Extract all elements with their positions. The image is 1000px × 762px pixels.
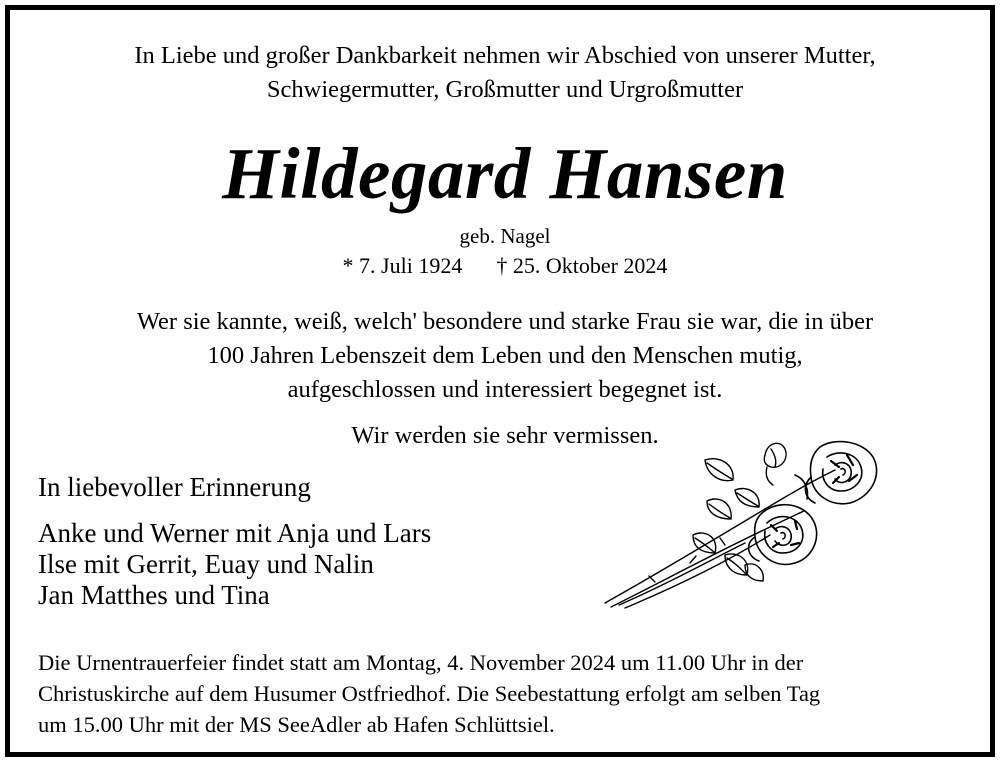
ceremony-line-2: Christuskirche auf dem Husumer Ostfriedhof. Die Seebestattung erfolgt am selben Tag <box>38 681 821 706</box>
obituary-frame <box>5 5 995 757</box>
tribute-line-1: Wer sie kannte, weiß, welch' besondere und starke Frau sie war, die in über <box>136 308 874 335</box>
closing-line: Wir werden sie sehr vermissen. <box>351 422 659 449</box>
memory-heading: In liebevoller Erinnerung <box>38 472 311 502</box>
birth-date: * 7. Juli 1924 <box>342 253 463 278</box>
tribute-text <box>10 305 1000 407</box>
tribute-line-3: aufgeschlossen und interessiert begegnet ist. <box>287 376 723 403</box>
intro-line-2: Schwiegermutter, Großmutter und Urgroßmutter <box>266 76 744 103</box>
ceremony-line-1: Die Urnentrauerfeier findet statt am Montag, 4. November 2024 um 11.00 Uhr in der <box>38 650 804 675</box>
family-line: Ilse mit Gerrit, Euay und Nalin <box>38 549 374 579</box>
intro-line-1: In Liebe und großer Dankbarkeit nehmen wir Abschied von unserer Mutter, <box>134 42 876 69</box>
mourner-families <box>38 518 431 611</box>
ceremony-info <box>38 647 988 740</box>
roses-illustration-icon <box>595 435 885 615</box>
family-line: Anke und Werner mit Anja und Lars <box>38 518 432 548</box>
deceased-name: Hildegard Hansen <box>222 133 788 214</box>
family-line: Jan Matthes und Tina <box>38 580 270 610</box>
maiden-name: geb. Nagel <box>459 224 551 248</box>
ceremony-line-3: um 15.00 Uhr mit der MS SeeAdler ab Hafen Schlüttsiel. <box>38 712 555 737</box>
tribute-line-2: 100 Jahren Lebenszeit dem Leben und den Menschen mutig, <box>207 342 803 369</box>
death-date: † 25. Oktober 2024 <box>496 253 668 278</box>
life-dates <box>10 251 1000 281</box>
intro-text <box>10 39 1000 107</box>
